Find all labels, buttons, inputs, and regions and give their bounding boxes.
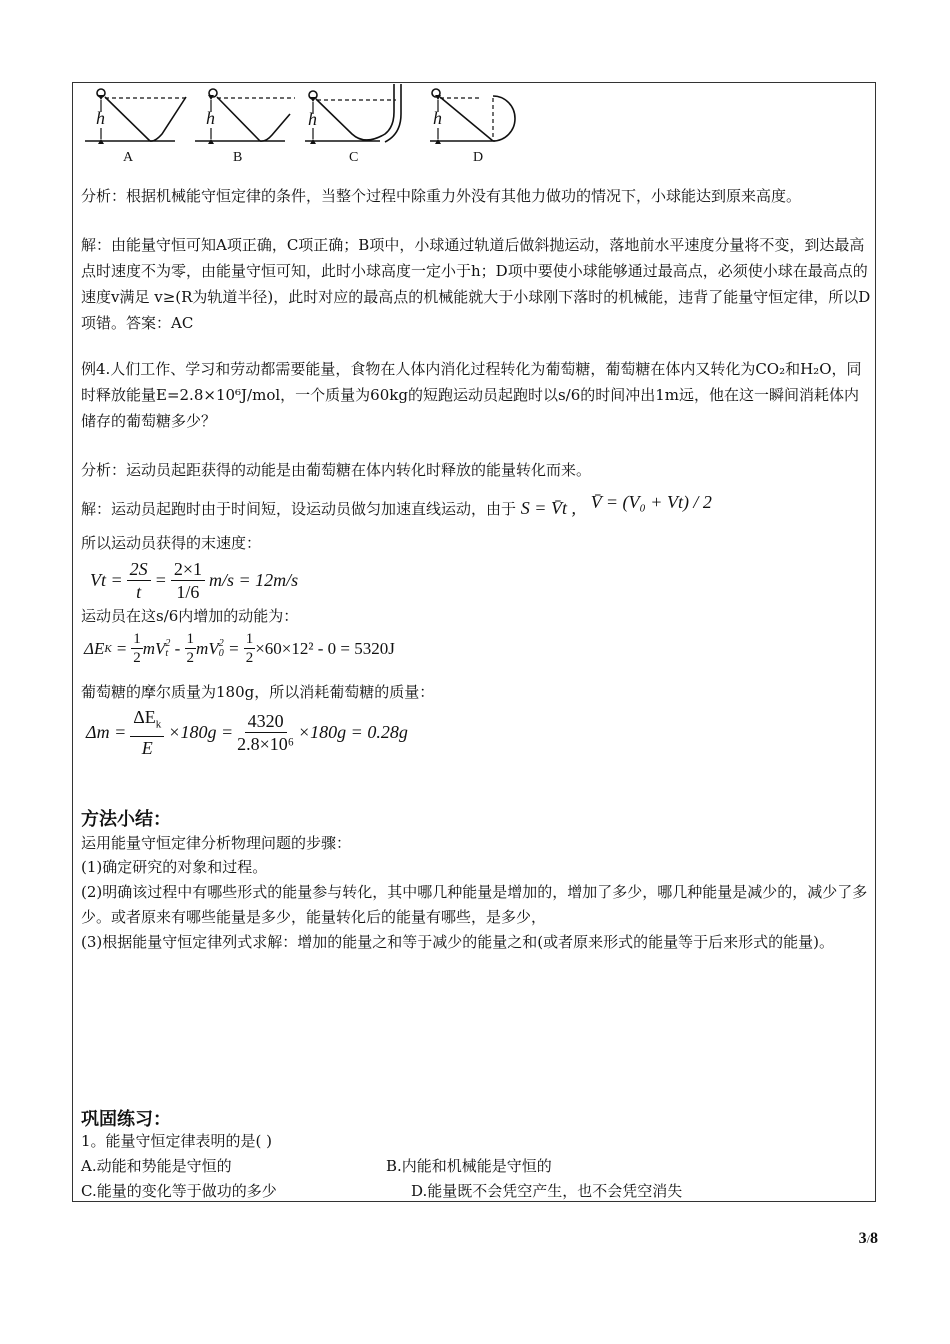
label-c: C [349, 150, 359, 165]
page-number: 3/8 [858, 1230, 878, 1247]
summary-heading: 方法小结： [81, 809, 171, 830]
option-d: D.能量既不会凭空产生，也不会凭空消失 [411, 1182, 683, 1200]
formula-v-average: V̄ = (V₀ + Vt) / 2 [590, 492, 712, 512]
option-a: A.动能和势能是守恒的 [81, 1157, 232, 1175]
solution-2-prefix: 解：运动员起跑时由于时间短，设运动员做匀加速直线运动，由于 [81, 500, 517, 518]
label-d: D [473, 150, 484, 165]
diagram-c [305, 84, 401, 142]
ke-label: 运动员在这s/6内增加的动能为： [81, 607, 299, 625]
solution-1: 解：由能量守恒可知A项正确，C项正确；B项中，小球通过轨道后做斜抛运动，落地前水平速度分量将不变，到达最高点时速度不为零，由能量守恒可知，此时小球高度一定小于h；D项中要使小球能够通过最高点，必须使小球在最高点的速度v满足 v≥(R为轨道半径)，此时对应的最高点的机械能就大于小球刚下落时的机械能，违背了能量守恒定律，所以D项错。答案：AC [81, 236, 871, 332]
track-figure [80, 84, 540, 166]
final-speed-label: 所以运动员获得的末速度： [81, 534, 262, 552]
formula-dm: Δm = $\Delta E_k$ E ×180g = $\frac{4320}{\text{2.8×10⁶}}$ ×180g = 0.28g [86, 707, 408, 758]
formula-s: S = V̄t , [520, 498, 576, 518]
option-b: B.内能和机械能是守恒的 [386, 1157, 552, 1175]
option-c: C.能量的变化等于做功的多少 [81, 1182, 277, 1200]
summary-step-1: (1)确定研究的对象和过程。 [81, 858, 268, 876]
analysis-2: 分析：运动员起距获得的动能是由葡萄糖在体内转化时释放的能量转化而来。 [81, 461, 592, 479]
label-b: B [233, 150, 243, 165]
height-label-a: h [96, 108, 105, 128]
question-1: 1。能量守恒定律表明的是( ) [81, 1132, 273, 1150]
practice-heading: 巩固练习： [81, 1109, 171, 1130]
height-label-d: h [433, 108, 442, 128]
formula-ke: ΔE K = $\frac{1}{2}$ mV 2 t - 1 2 mV 2 0 = $\frac{1}{2}$ ×60×12² - 0 = 5320J [84, 631, 395, 666]
example-4: 例4.人们工作、学习和劳动都需要能量，食物在人体内消化过程转化为葡萄糖，葡萄糖在体内又转化为CO₂和H₂O，同时释放能量E=2.8×10⁶J/mol，一个质量为60kg的短跑运动员起跑时以s/6的时间冲出1m远，他在这一瞬间消耗体内储存的葡萄糖多少？ [81, 360, 862, 430]
summary-step-2: (2)明确该过程中有哪些形式的能量参与转化，其中哪几种能量是增加的，增加了多少，哪几种能量是减少的，减少了多少。或者原来有哪些能量是多少，能量转化后的能量有哪些，是多少， [81, 883, 868, 926]
height-label-c: h [308, 109, 317, 129]
height-label-b: h [206, 108, 215, 128]
solution-2-line [81, 492, 712, 520]
formula-vt: Vt = $\frac{2S}{t}$ = $\frac{2\times 1}{1/6}$ m/s = 12m/s [90, 559, 299, 602]
molar-label: 葡萄糖的摩尔质量为180g，所以消耗葡萄糖的质量： [81, 683, 435, 701]
label-a: A [123, 150, 134, 165]
diagram-d [430, 89, 515, 141]
summary-step-3: (3)根据能量守恒定律列式求解：增加的能量之和等于减少的能量之和(或者原来形式的能量等于后来形式的能量)。 [81, 933, 834, 951]
summary-intro: 运用能量守恒定律分析物理问题的步骤： [81, 834, 352, 852]
analysis-1: 分析：根据机械能守恒定律的条件，当整个过程中除重力外没有其他力做功的情况下，小球能达到原来高度。 [81, 187, 802, 205]
